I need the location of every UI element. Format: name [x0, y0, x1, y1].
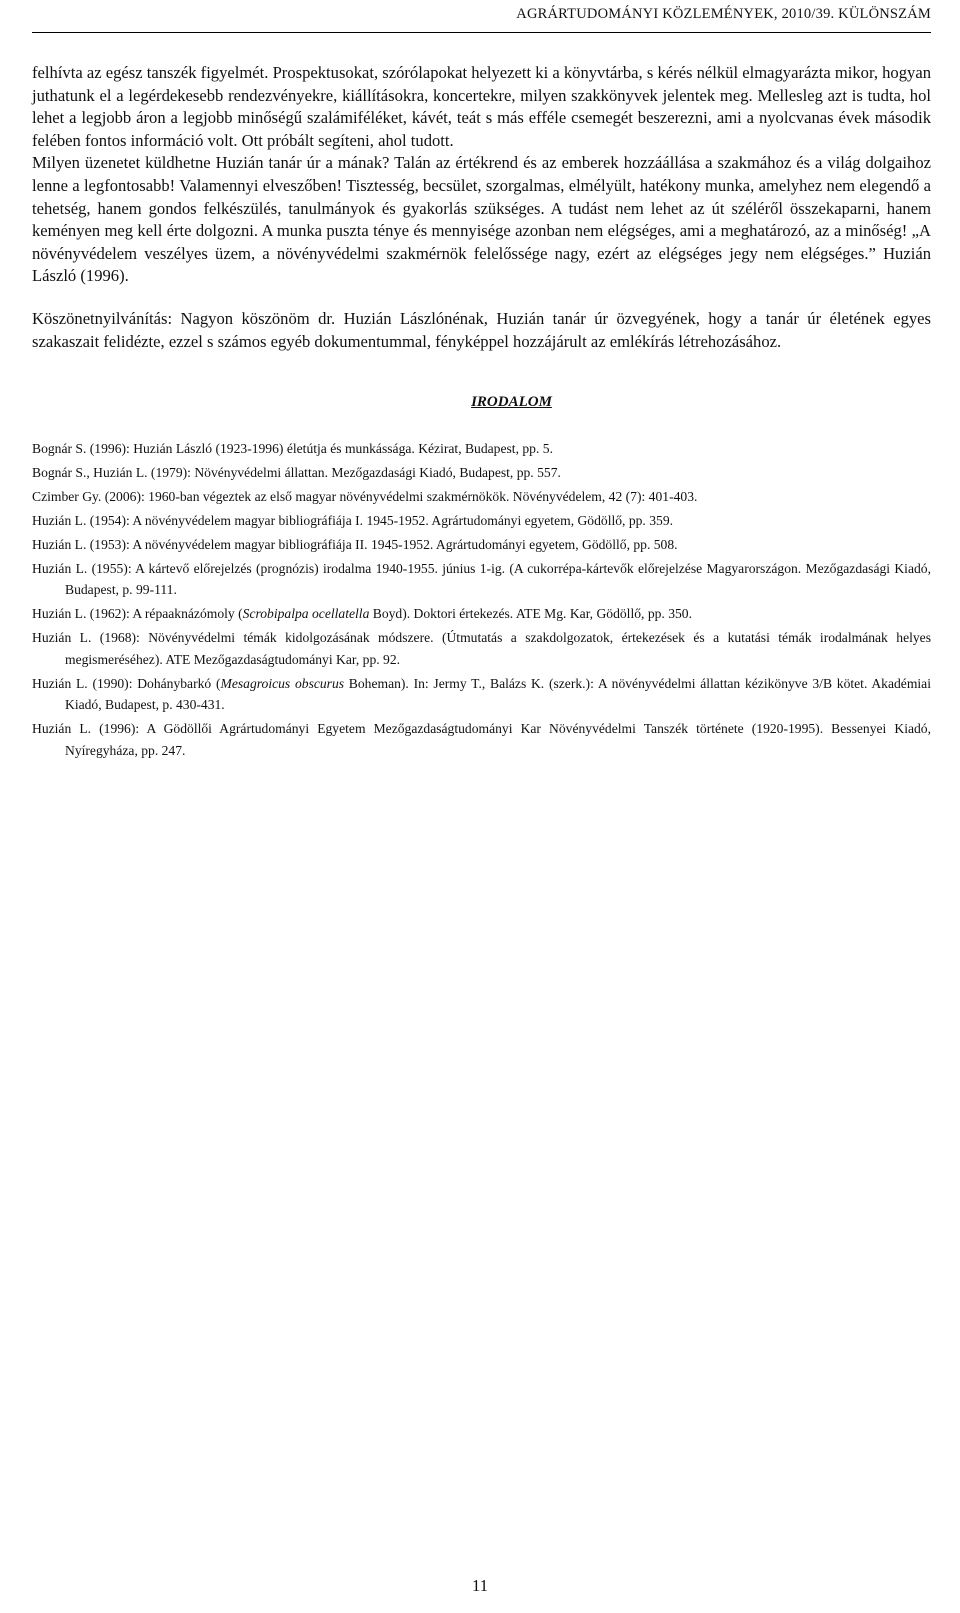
reference-item: [32, 462, 931, 484]
reference-text-continued: Boheman). In: Jermy T., Balázs K. (szerk.): A növényvédelmi állattan kézikönyve 3/B kötet. Akadémiai Kiadó, Budapest, p. 430-431.: [65, 675, 931, 713]
body-paragraph-2: Milyen üzenetet küldhetne Huzián tanár úr a mának? Talán az értékrend és az emberek hozzáállása a szakmához és a világ dolgaihoz lenne a legfontosabb! Valamennyi elveszőben! Tisztesség, becsület, szorgalmas, elmélyült, hatékony munka, amelyhez nem elegendő a tehetség, hanem gondos felkészülés, tanulmányok és gyakorlás szükséges. A tudást nem lehet az út széléről összekaparni, hanem keményen meg kell érte dolgozni. A munka puszta ténye és mennyisége azonban nem elégséges, ami a meghatározó, az a minőség! „A növényvédelem veszélyes üzem, a növényvédelmi szakmérnök felelőssége nagy, ezért az elégséges jegy nem elégséges.” Huzián László (1996).: [32, 153, 931, 286]
page-content: [32, 62, 931, 764]
reference-item: [32, 558, 931, 601]
page-number: 11: [471, 1576, 489, 1595]
reference-species-name: Scrobipalpa ocellatella: [242, 606, 370, 622]
reference-item: [32, 510, 931, 532]
reference-item: [32, 438, 931, 460]
reference-text: Huzián L. (1955): A kártevő előrejelzés (prognózis) irodalma 1940-1955. június 1-ig. (A cukorrépa-kártevők előrejelzése Magyarországon. Mezőgazdasági Kiadó, Budapest, p. 99-111.: [32, 560, 931, 598]
reference-list: [32, 438, 931, 762]
reference-text: Huzián L. (1954): A növényvédelem magyar bibliográfiája I. 1945-1952. Agrártudományi egyetem, Gödöllő, pp. 359.: [32, 512, 674, 528]
body-paragraph-1: felhívta az egész tanszék figyelmét. Prospektusokat, szórólapokat helyezett ki a könyvtárba, s kérés nélkül elmagyarázta mikor, hogyan juthatunk el a legérdekesebb rendezvényekre, kiállításokra, koncertekre, milyen szakkönyvek jelentek meg. Mellesleg azt is tudta, hol lehet a legjobb áron a legjobb minőségű szalámiféléket, kávét, teát s más efféle csemegét beszerezni, ami a nyolcvanas évek második felében fontos információ volt. Ott próbált segíteni, ahol tudott.: [32, 63, 931, 150]
reference-text-continued: Boyd). Doktori értekezés. ATE Mg. Kar, Gödöllő, pp. 350.: [369, 606, 693, 622]
header-rule: [32, 32, 931, 33]
reference-text: Bognár S., Huzián L. (1979): Növényvédelmi állattan. Mezőgazdasági Kiadó, Budapest, pp. 557.: [32, 464, 561, 480]
running-header: AGRÁRTUDOMÁNYI KÖZLEMÉNYEK, 2010/39. KÜLÖNSZÁM: [516, 6, 931, 22]
reference-item: [32, 673, 931, 716]
reference-item: [32, 486, 931, 508]
acknowledgement-paragraph: Köszönetnyilvánítás: Nagyon köszönöm dr. Huzián Lászlónénak, Huzián tanár úr özvegyének, hogy a tanár úr életének egyes szakaszait felidézte, ezzel s számos egyéb dokumentummal, fényképpel hozzájárult az emlékírás létrehozásához.: [32, 308, 931, 352]
reference-text: Huzián L. (1953): A növényvédelem magyar bibliográfiája II. 1945-1952. Agrártudományi egyetem, Gödöllő, pp. 508.: [32, 536, 678, 552]
reference-species-name: Mesagroicus obscurus: [220, 675, 345, 691]
references-heading: IRODALOM: [471, 393, 552, 410]
reference-item: [32, 627, 931, 670]
reference-item: [32, 603, 931, 625]
reference-item: [32, 718, 931, 761]
reference-item: [32, 534, 931, 556]
reference-text: Czimber Gy. (2006): 1960-ban végeztek az első magyar növényvédelmi szakmérnökök. Növényvédelem, 42 (7): 401-403.: [32, 488, 698, 504]
reference-text: Huzián L. (1968): Növényvédelmi témák kidolgozásának módszere. (Útmutatás a szakdolgozatok, értekezések és a kutatási témák irodalmának helyes megismeréséhez). ATE Mezőgazdaságtudományi Kar, pp. 92.: [32, 630, 931, 667]
reference-text: Huzián L. (1990): Dohánybarkó (: [32, 675, 221, 691]
reference-text: Huzián L. (1962): A répaaknázómoly (: [32, 606, 243, 622]
reference-text: Bognár S. (1996): Huzián László (1923-1996) életútja és munkássága. Kézirat, Budapest, pp. 5.: [32, 440, 553, 456]
reference-text: Huzián L. (1996): A Gödöllői Agrártudományi Egyetem Mezőgazdaságtudományi Kar Növényvédelmi Tanszék története (1920-1995). Bessenyei Kiadó, Nyíregyháza, pp. 247.: [32, 721, 931, 758]
